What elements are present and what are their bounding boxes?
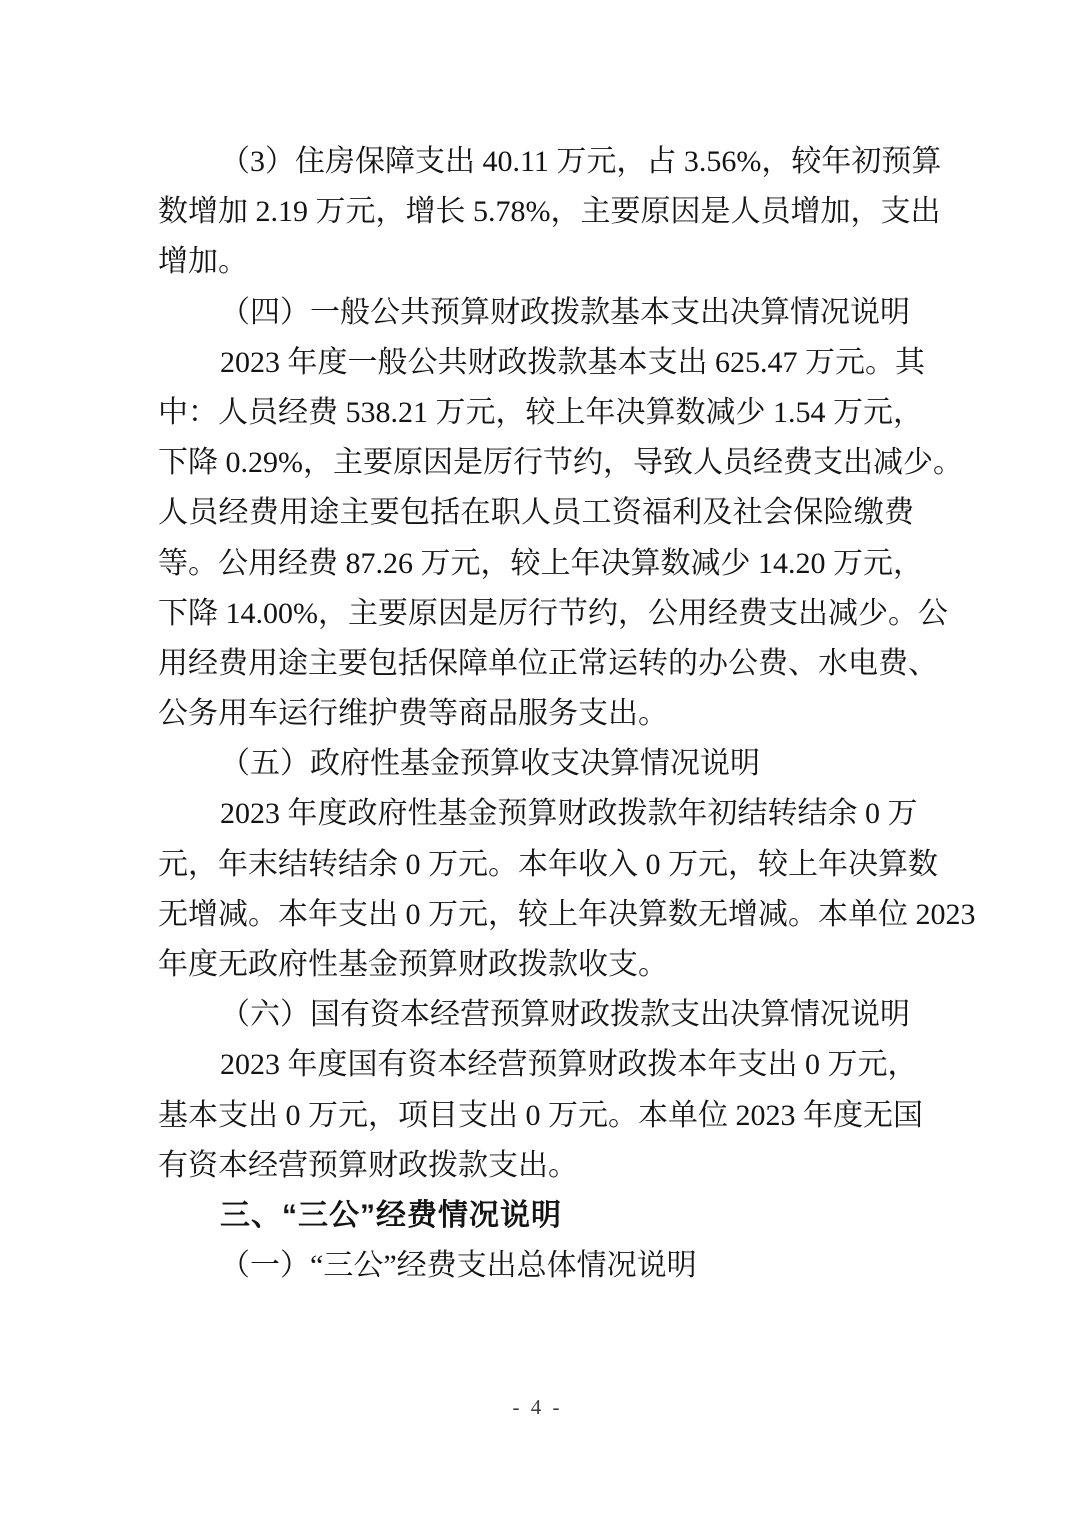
paragraph-line: 增加。 [158, 245, 248, 279]
heading-three-public-overall: （一）“三公”经费支出总体情况说明 [220, 1249, 697, 1283]
paragraph-line: 下降 0.29%，主要原因是厉行节约，导致人员经费支出减少。 [158, 446, 963, 480]
document-text-column [158, 137, 976, 1291]
paragraph-line: 中：人员经费 538.21 万元，较上年决算数减少 1.54 万元， [158, 395, 923, 429]
paragraph-line: 公务用车运行维护费等商品服务支出。 [158, 697, 668, 731]
paragraph-line: 元，年末结转结余 0 万元。本年收入 0 万元，较上年决算数 [158, 847, 938, 881]
heading-section-6: （六）国有资本经营预算财政拨款支出决算情况说明 [220, 998, 910, 1032]
heading-section-5: （五）政府性基金预算收支决算情况说明 [220, 747, 760, 781]
paragraph-line: 下降 14.00%，主要原因是厉行节约，公用经费支出减少。公 [158, 596, 948, 630]
paragraph-line: 等。公用经费 87.26 万元，较上年决算数减少 14.20 万元， [158, 546, 923, 580]
paragraph-line: 人员经费用途主要包括在职人员工资福利及社会保险缴费 [158, 496, 914, 530]
paragraph-line: 2023 年度一般公共财政拨款基本支出 625.47 万元。其 [220, 345, 925, 379]
paragraph-line: 年度无政府性基金预算财政拨款收支。 [158, 948, 668, 981]
heading-section-4: （四）一般公共预算财政拨款基本支出决算情况说明 [220, 295, 910, 329]
paragraph-line: （3）住房保障支出 40.11 万元，占 3.56%，较年初预算 [220, 145, 942, 178]
paragraph-line: 用经费用途主要包括保障单位正常运转的办公费、水电费、 [158, 646, 938, 680]
paragraph-line: 无增减。本年支出 0 万元，较上年决算数无增减。本单位 2023 [158, 897, 976, 931]
paragraph-line: 数增加 2.19 万元，增长 5.78%，主要原因是人员增加，支出 [158, 195, 941, 229]
heading-three-public: 三、“三公”经费情况说明 [220, 1198, 562, 1232]
paragraph-line: 2023 年度国有资本经营预算财政拨本年支出 0 万元， [220, 1048, 918, 1082]
paragraph-line: 有资本经营预算财政拨款支出。 [158, 1148, 578, 1182]
page-number: - 4 - [512, 1395, 563, 1419]
paragraph-line: 2023 年度政府性基金预算财政拨款年初结转结余 0 万 [220, 797, 918, 831]
paragraph-line: 基本支出 0 万元，项目支出 0 万元。本单位 2023 年度无国 [158, 1098, 923, 1132]
